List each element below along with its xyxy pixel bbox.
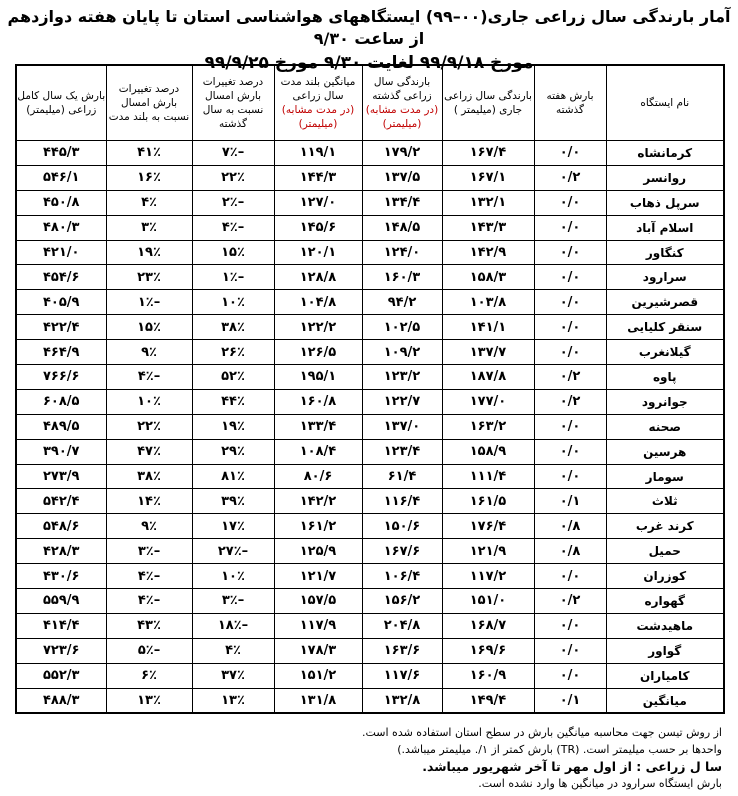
last-week-cell: ۰/۰ [534, 190, 606, 215]
last-year-cell: ۱۴۸/۵ [362, 215, 442, 240]
long-term-cell: ۱۵۱/۲ [274, 663, 362, 688]
station-cell: هرسین [606, 439, 724, 464]
current-year-cell: ۱۶۱/۵ [442, 489, 534, 514]
full-year-cell: ۴۳۰/۶ [16, 564, 106, 589]
last-year-cell: ۹۴/۲ [362, 290, 442, 315]
last-week-cell: ۰/۱ [534, 489, 606, 514]
change-vs-last-cell: ۱۳٪ [192, 688, 274, 713]
current-year-cell: ۱۱۱/۴ [442, 464, 534, 489]
current-year-cell: ۱۴۹/۴ [442, 688, 534, 713]
change-vs-long-cell: ۲۲٪ [106, 414, 192, 439]
table-row [16, 464, 724, 489]
last-year-cell: ۱۱۶/۴ [362, 489, 442, 514]
long-term-cell: ۱۳۳/۴ [274, 414, 362, 439]
last-year-cell: ۲۰۴/۸ [362, 613, 442, 638]
station-cell: میانگین [606, 688, 724, 713]
last-week-cell: ۰/۲ [534, 165, 606, 190]
long-term-cell: ۱۵۷/۵ [274, 589, 362, 614]
change-vs-last-cell: ۲۶٪ [192, 340, 274, 365]
note-3: سا ل زراعی : از اول مهر تا آخر شهریور میباشد. [422, 759, 722, 774]
last-year-cell: ۱۰۲/۵ [362, 315, 442, 340]
table-row [16, 215, 724, 240]
long-term-cell: ۸۰/۶ [274, 464, 362, 489]
full-year-cell: ۴۸۹/۵ [16, 414, 106, 439]
change-vs-long-cell: ۹٪ [106, 514, 192, 539]
station-cell: ماهیدشت [606, 613, 724, 638]
table-row [16, 165, 724, 190]
station-cell: کوزران [606, 564, 724, 589]
station-cell: کامیاران [606, 663, 724, 688]
full-year-cell: ۴۸۰/۳ [16, 215, 106, 240]
long-term-cell: ۱۱۹/۱ [274, 141, 362, 166]
header-full-year: بارش یک سال کامل زراعی (میلیمتر) [16, 65, 106, 141]
header-change-vs-long: درصد تغییرات بارش امسال نسبت به بلند مدت [106, 65, 192, 141]
change-vs-long-cell: ۱۳٪ [106, 688, 192, 713]
last-year-cell: ۱۱۷/۶ [362, 663, 442, 688]
last-year-cell: ۱۲۲/۷ [362, 389, 442, 414]
long-term-cell: ۱۴۲/۲ [274, 489, 362, 514]
full-year-cell: ۴۲۲/۴ [16, 315, 106, 340]
change-vs-long-cell: ۱۵٪ [106, 315, 192, 340]
last-year-cell: ۱۲۴/۰ [362, 240, 442, 265]
table-row [16, 290, 724, 315]
change-vs-last-cell: ۲۹٪ [192, 439, 274, 464]
full-year-cell: ۷۲۳/۶ [16, 638, 106, 663]
current-year-cell: ۱۶۸/۷ [442, 613, 534, 638]
table-row [16, 489, 724, 514]
table-row [16, 340, 724, 365]
change-vs-long-cell: ۹٪ [106, 340, 192, 365]
last-year-cell: ۱۳۴/۴ [362, 190, 442, 215]
change-vs-last-cell: –۴٪ [192, 215, 274, 240]
change-vs-long-cell: –۴٪ [106, 564, 192, 589]
current-year-cell: ۱۱۷/۲ [442, 564, 534, 589]
full-year-cell: ۴۲۸/۳ [16, 539, 106, 564]
station-cell: ثلاث [606, 489, 724, 514]
table-row [16, 663, 724, 688]
full-year-cell: ۲۷۳/۹ [16, 464, 106, 489]
last-week-cell: ۰/۰ [534, 564, 606, 589]
last-week-cell: ۰/۰ [534, 215, 606, 240]
table-row [16, 613, 724, 638]
change-vs-last-cell: ۲۲٪ [192, 165, 274, 190]
current-year-cell: ۱۷۷/۰ [442, 389, 534, 414]
full-year-cell: ۴۴۵/۳ [16, 141, 106, 166]
long-term-cell: ۱۲۰/۱ [274, 240, 362, 265]
station-cell: سرپل ذهاب [606, 190, 724, 215]
last-year-cell: ۱۲۳/۲ [362, 365, 442, 390]
station-cell: سنقر کلیایی [606, 315, 724, 340]
full-year-cell: ۴۶۴/۹ [16, 340, 106, 365]
station-cell: روانسر [606, 165, 724, 190]
note-1: از روش تیسن جهت محاسبه میانگین بارش در سطح استان استفاده شده است. [361, 726, 722, 739]
table-row [16, 439, 724, 464]
table-row [16, 365, 724, 390]
last-year-cell: ۱۵۶/۲ [362, 589, 442, 614]
last-week-cell: ۰/۰ [534, 315, 606, 340]
full-year-cell: ۴۵۰/۸ [16, 190, 106, 215]
change-vs-last-cell: ۳۹٪ [192, 489, 274, 514]
header-last-year [362, 65, 442, 141]
footnotes [16, 724, 722, 792]
change-vs-last-cell: –۷٪ [192, 141, 274, 166]
note-4: بارش ایستگاه سرارود در میانگین ها وارد نشده است. [478, 777, 722, 790]
change-vs-last-cell: –۱٪ [192, 265, 274, 290]
table-row [16, 514, 724, 539]
change-vs-long-cell: ۱۹٪ [106, 240, 192, 265]
long-term-cell: ۱۶۰/۸ [274, 389, 362, 414]
long-term-cell: ۱۲۸/۸ [274, 265, 362, 290]
change-vs-last-cell: ۱۵٪ [192, 240, 274, 265]
current-year-cell: ۱۴۳/۳ [442, 215, 534, 240]
full-year-cell: ۶۰۸/۵ [16, 389, 106, 414]
current-year-cell: ۱۳۷/۷ [442, 340, 534, 365]
last-week-cell: ۰/۰ [534, 638, 606, 663]
change-vs-last-cell: ۱۹٪ [192, 414, 274, 439]
station-cell: حمیل [606, 539, 724, 564]
current-year-cell: ۱۰۳/۸ [442, 290, 534, 315]
last-week-cell: ۰/۰ [534, 414, 606, 439]
full-year-cell: ۴۱۴/۴ [16, 613, 106, 638]
last-week-cell: ۰/۸ [534, 514, 606, 539]
title-line-1: آمار بارندگی سال زراعی جاری(۰۰–۹۹) ایستگاههای هواشناسی استان تا پایان هفته دوازدهم از ساعت ۹/۳۰ [7, 7, 731, 48]
long-term-cell: ۱۱۷/۹ [274, 613, 362, 638]
last-year-cell: ۱۳۲/۸ [362, 688, 442, 713]
change-vs-long-cell: –۳٪ [106, 539, 192, 564]
station-cell: پاوه [606, 365, 724, 390]
change-vs-last-cell: ۸۱٪ [192, 464, 274, 489]
last-week-cell: ۰/۰ [534, 340, 606, 365]
current-year-cell: ۱۵۸/۳ [442, 265, 534, 290]
full-year-cell: ۵۴۲/۴ [16, 489, 106, 514]
header-row [16, 65, 724, 141]
last-year-cell: ۱۵۰/۶ [362, 514, 442, 539]
last-year-cell: ۱۷۹/۲ [362, 141, 442, 166]
change-vs-last-cell: ۱۷٪ [192, 514, 274, 539]
full-year-cell: ۷۶۶/۶ [16, 365, 106, 390]
long-term-cell: ۱۰۴/۸ [274, 290, 362, 315]
change-vs-last-cell: –۳٪ [192, 589, 274, 614]
last-week-cell: ۰/۲ [534, 365, 606, 390]
change-vs-last-cell: ۳۸٪ [192, 315, 274, 340]
station-cell: قصرشیرین [606, 290, 724, 315]
change-vs-long-cell: ۳۸٪ [106, 464, 192, 489]
current-year-cell: ۱۶۷/۴ [442, 141, 534, 166]
full-year-cell: ۳۹۰/۷ [16, 439, 106, 464]
last-week-cell: ۰/۰ [534, 663, 606, 688]
last-year-cell: ۱۰۹/۲ [362, 340, 442, 365]
current-year-cell: ۱۳۲/۱ [442, 190, 534, 215]
change-vs-last-cell: ۴٪ [192, 638, 274, 663]
table-row [16, 688, 724, 713]
change-vs-last-cell: –۱۸٪ [192, 613, 274, 638]
full-year-cell: ۵۴۶/۱ [16, 165, 106, 190]
long-term-cell: ۱۲۶/۵ [274, 340, 362, 365]
change-vs-last-cell: –۲٪ [192, 190, 274, 215]
current-year-cell: ۱۶۹/۶ [442, 638, 534, 663]
station-cell: گهواره [606, 589, 724, 614]
change-vs-long-cell: ۳٪ [106, 215, 192, 240]
change-vs-long-cell: –۱٪ [106, 290, 192, 315]
change-vs-last-cell: ۱۰٪ [192, 290, 274, 315]
table-body [16, 141, 724, 714]
header-last-week: بارش هفته گذشته [534, 65, 606, 141]
last-week-cell: ۰/۰ [534, 141, 606, 166]
full-year-cell: ۵۴۸/۶ [16, 514, 106, 539]
last-year-cell: ۱۲۳/۴ [362, 439, 442, 464]
header-last-year-label: بارندگی سال زراعی گذشته [372, 76, 432, 102]
long-term-cell: ۱۷۸/۳ [274, 638, 362, 663]
station-cell: سومار [606, 464, 724, 489]
long-term-cell: ۱۶۱/۲ [274, 514, 362, 539]
header-last-year-note: (در مدت مشابه) (میلیمتر) [365, 104, 439, 130]
current-year-cell: ۱۷۶/۴ [442, 514, 534, 539]
station-cell: کنگاور [606, 240, 724, 265]
table-row [16, 539, 724, 564]
long-term-cell: ۱۳۱/۸ [274, 688, 362, 713]
long-term-cell: ۱۴۴/۳ [274, 165, 362, 190]
change-vs-long-cell: ۴٪ [106, 190, 192, 215]
change-vs-last-cell: ۵۲٪ [192, 365, 274, 390]
current-year-cell: ۱۶۷/۱ [442, 165, 534, 190]
change-vs-last-cell: ۳۷٪ [192, 663, 274, 688]
last-week-cell: ۰/۰ [534, 265, 606, 290]
full-year-cell: ۵۵۹/۹ [16, 589, 106, 614]
current-year-cell: ۱۲۱/۹ [442, 539, 534, 564]
change-vs-long-cell: ۱۴٪ [106, 489, 192, 514]
table-row [16, 141, 724, 166]
station-cell: جوانرود [606, 389, 724, 414]
last-year-cell: ۱۰۶/۴ [362, 564, 442, 589]
change-vs-long-cell: –۴٪ [106, 589, 192, 614]
change-vs-long-cell: ۴۳٪ [106, 613, 192, 638]
change-vs-last-cell: ۱۰٪ [192, 564, 274, 589]
current-year-cell: ۱۴۱/۱ [442, 315, 534, 340]
current-year-cell: ۱۵۱/۰ [442, 589, 534, 614]
full-year-cell: ۴۸۸/۳ [16, 688, 106, 713]
last-year-cell: ۶۱/۴ [362, 464, 442, 489]
header-change-vs-last: درصد تغییرات بارش امسال نسبت به سال گذشته [192, 65, 274, 141]
header-station: نام ایستگاه [606, 65, 724, 141]
current-year-cell: ۱۸۷/۸ [442, 365, 534, 390]
change-vs-long-cell: ۶٪ [106, 663, 192, 688]
last-year-cell: ۱۶۰/۳ [362, 265, 442, 290]
long-term-cell: ۱۲۱/۷ [274, 564, 362, 589]
note-2: واحدها بر حسب میلیمتر است. (TR) بارش کمتر از ۱/. میلیمتر میباشد.) [397, 743, 722, 756]
station-cell: کرمانشاه [606, 141, 724, 166]
table-row [16, 240, 724, 265]
change-vs-long-cell: ۴۷٪ [106, 439, 192, 464]
long-term-cell: ۱۲۵/۹ [274, 539, 362, 564]
full-year-cell: ۵۵۲/۳ [16, 663, 106, 688]
long-term-cell: ۱۲۷/۰ [274, 190, 362, 215]
header-long-term-label: میانگین بلند مدت سال زراعی [280, 76, 356, 102]
current-year-cell: ۱۵۸/۹ [442, 439, 534, 464]
last-week-cell: ۰/۰ [534, 613, 606, 638]
station-cell: اسلام آباد [606, 215, 724, 240]
header-current-year: بارندگی سال زراعی جاری (میلیمتر ) [442, 65, 534, 141]
last-year-cell: ۱۳۷/۵ [362, 165, 442, 190]
table-row [16, 315, 724, 340]
station-cell: صحنه [606, 414, 724, 439]
current-year-cell: ۱۶۰/۹ [442, 663, 534, 688]
change-vs-long-cell: –۵٪ [106, 638, 192, 663]
table-row [16, 265, 724, 290]
change-vs-long-cell: ۴۱٪ [106, 141, 192, 166]
last-week-cell: ۰/۰ [534, 464, 606, 489]
long-term-cell: ۱۰۸/۴ [274, 439, 362, 464]
change-vs-long-cell: –۴٪ [106, 365, 192, 390]
last-week-cell: ۰/۰ [534, 290, 606, 315]
last-week-cell: ۰/۲ [534, 589, 606, 614]
rainfall-table [15, 64, 725, 714]
full-year-cell: ۴۰۵/۹ [16, 290, 106, 315]
last-week-cell: ۰/۱ [534, 688, 606, 713]
change-vs-last-cell: ۴۴٪ [192, 389, 274, 414]
long-term-cell: ۱۴۵/۶ [274, 215, 362, 240]
header-long-term [274, 65, 362, 141]
current-year-cell: ۱۴۲/۹ [442, 240, 534, 265]
station-cell: کرند غرب [606, 514, 724, 539]
station-cell: گیلانغرب [606, 340, 724, 365]
last-week-cell: ۰/۸ [534, 539, 606, 564]
table-row [16, 414, 724, 439]
table-row [16, 564, 724, 589]
change-vs-long-cell: ۱۰٪ [106, 389, 192, 414]
header-long-term-note: (در مدت مشابه) (میلیمتر) [281, 104, 355, 130]
station-cell: سرارود [606, 265, 724, 290]
change-vs-long-cell: ۲۳٪ [106, 265, 192, 290]
last-year-cell: ۱۳۷/۰ [362, 414, 442, 439]
table-row [16, 638, 724, 663]
full-year-cell: ۴۲۱/۰ [16, 240, 106, 265]
long-term-cell: ۱۹۵/۱ [274, 365, 362, 390]
change-vs-last-cell: –۲۷٪ [192, 539, 274, 564]
last-year-cell: ۱۶۷/۶ [362, 539, 442, 564]
table-row [16, 589, 724, 614]
station-cell: گواور [606, 638, 724, 663]
last-week-cell: ۰/۰ [534, 439, 606, 464]
full-year-cell: ۴۵۴/۶ [16, 265, 106, 290]
title-line-2: مورخ ۹۹/۹/۱۸ لغایت ۹/۳۰ مورخ ۹۹/۹/۲۵ [204, 53, 534, 73]
last-year-cell: ۱۶۳/۶ [362, 638, 442, 663]
current-year-cell: ۱۶۳/۲ [442, 414, 534, 439]
last-week-cell: ۰/۲ [534, 389, 606, 414]
last-week-cell: ۰/۰ [534, 240, 606, 265]
table-row [16, 389, 724, 414]
change-vs-long-cell: ۱۶٪ [106, 165, 192, 190]
long-term-cell: ۱۲۲/۲ [274, 315, 362, 340]
table-row [16, 190, 724, 215]
